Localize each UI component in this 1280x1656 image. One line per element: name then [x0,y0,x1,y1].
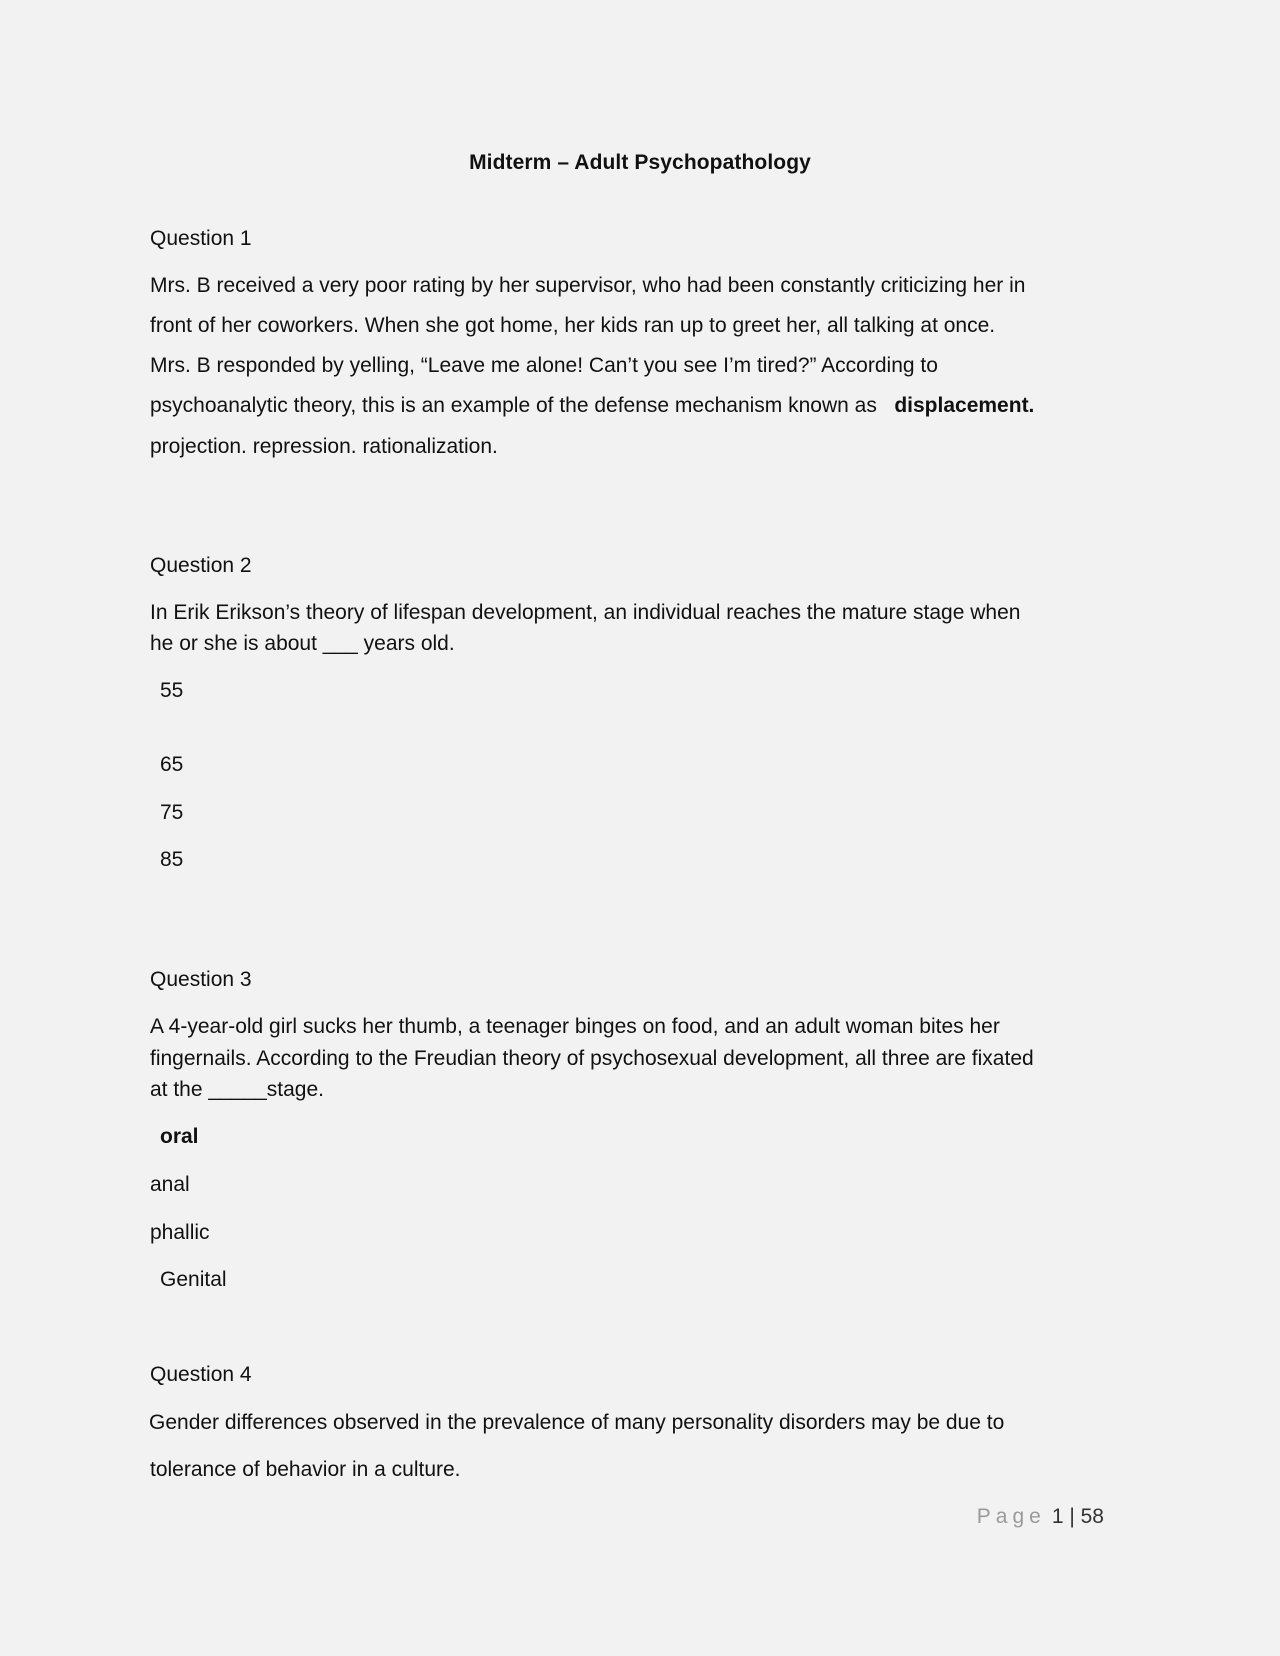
page-label: Page [976,1505,1046,1528]
answer-option: phallic [150,1221,210,1244]
correct-answer-option: oral [160,1125,199,1148]
page-footer [977,1505,1104,1529]
question-text-fragment: psychoanalytic theory, this is an example of the defense mechanism known as [150,394,883,417]
question-text-line: Gender differences observed in the prevalence of many personality disorders may be due to [149,1411,1005,1434]
question-text-line: at the _____stage. [150,1078,324,1101]
page-number: 1 | 58 [1051,1505,1104,1528]
question-text-line: Mrs. B received a very poor rating by her supervisor, who had been constantly criticizing her in [150,274,1026,297]
question-text-line: In Erik Erikson’s theory of lifespan development, an individual reaches the mature stage when [150,601,1021,624]
question-text-line: front of her coworkers. When she got home, her kids ran up to greet her, all talking at once. [150,314,996,337]
question-heading: Question 1 [150,227,252,250]
answer-option: anal [150,1173,190,1196]
answer-option: Genital [160,1268,227,1291]
answer-options: projection. repression. rationalization. [150,435,498,458]
answer-option: 85 [160,848,184,871]
answer-option: 65 [160,753,184,776]
question-heading: Question 2 [150,554,252,577]
question-text-line: tolerance of behavior in a culture. [150,1458,461,1481]
correct-answer: displacement. [894,394,1035,417]
question-text-line: he or she is about ___ years old. [150,632,455,655]
question-heading: Question 3 [150,968,252,991]
question-text-line-with-answer [150,394,1034,418]
question-text-line: fingernails. According to the Freudian theory of psychosexual development, all three are fixated [150,1047,1034,1070]
document-title: Midterm – Adult Psychopathology [469,151,811,174]
answer-option: 75 [160,801,184,824]
question-text-line: A 4-year-old girl sucks her thumb, a teenager binges on food, and an adult woman bites her [150,1015,1000,1038]
question-text-line: Mrs. B responded by yelling, “Leave me alone! Can’t you see I’m tired?” According to [150,354,938,377]
question-heading: Question 4 [150,1363,252,1386]
answer-option: 55 [160,679,184,702]
